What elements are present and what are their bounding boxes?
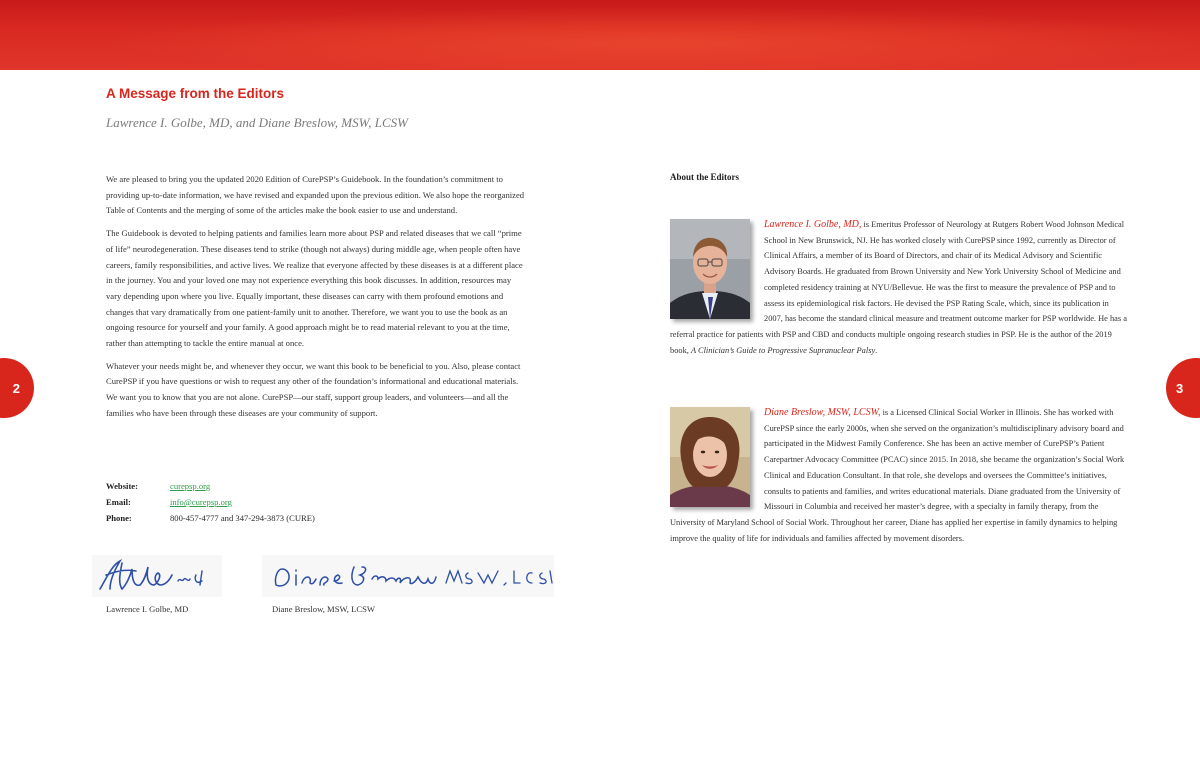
breslow-signature-name: Diane Breslow, MSW, LCSW [272, 604, 375, 614]
breslow-bio-text: is a Licensed Clinical Social Worker in Illinois. She has worked with CurePSP since the early 2000s, when she served on the organization’s multidisciplinary advisory board and participated in the Midwest Family Conference. She has been an active member of CurePSP’s Patient Carepartner Advocacy Committee (PCAC) since 2015. In 2018, she became the organization’s Social Work Clinical and Education Consultant. In that role, she develops and oversees the Committee’s initiatives, consults to patients and families, and writes educational materials. Diane graduated from the University of Missouri in Columbia and received her master’s degree, with a specialty in family therapy, from the University of Maryland School of Social Work. Throughout her career, Diane has applied her expertise in family dynamics to helping improve the quality of life for individuals and families affected by movement disorders. [670, 408, 1125, 543]
paragraph: The Guidebook is devoted to helping patients and families learn more about PSP and related diseases that we call “prime of life” neurodegeneration. These diseases tend to strike (though not always) during middle age, when people often have careers, family responsibilities, and active lives. We realize that everyone affected by these diseases is at a different place in the journey. You and your loved one may not experience everything this book discusses. In addition, resources may vary depending upon where you live. Equally important, these diseases can carry with them profound emotions and changes that vary dramatically from one patient-family unit to another. Therefore, we want you to use the book as an ongoing resource for yourself and your family. A good approach might be to read material relevant to you at the time, rather than attempting to tackle the entire manual at once. [106, 228, 523, 349]
golbe-name: Lawrence I. Golbe, MD, [764, 219, 862, 230]
phone-label: Phone: [106, 513, 132, 523]
breslow-signature [262, 555, 554, 597]
breslow-signature-drawing [262, 555, 554, 597]
golbe-signature-drawing [92, 555, 222, 597]
golbe-book-title: A Clinician’s Guide to Progressive Supranuclear Palsy [690, 345, 876, 355]
golbe-bio-end: . [875, 345, 878, 355]
page-subtitle: Lawrence I. Golbe, MD, and Diane Breslow, MSW, LCSW [106, 115, 408, 130]
message-body [106, 172, 526, 429]
breslow-portrait [670, 407, 750, 507]
breslow-bio [670, 405, 1128, 546]
email-row [106, 494, 315, 510]
paragraph: Whatever your needs might be, and whenever they occur, we want this book to be beneficial to you. Also, please contact CurePSP if you have questions or wish to request any other of the foundation’s informational and educational materials. We want you to know that you are not alone. CurePSP—our staff, support group leaders, and volunteers—and all the families who have been through these diseases are your community of support. [106, 360, 521, 418]
page-number-right [1166, 358, 1200, 418]
page-number-right-text: 3 [1176, 380, 1184, 396]
page-title: A Message from the Editors [106, 86, 285, 101]
website-link[interactable]: curepsp.org [170, 481, 211, 491]
golbe-photo [670, 219, 750, 319]
website-label: Website: [106, 481, 138, 491]
header-banner [0, 0, 1200, 70]
about-heading: About the Editors [670, 172, 740, 182]
page-number-left [0, 358, 34, 418]
golbe-signature [92, 555, 222, 597]
golbe-portrait [670, 219, 750, 319]
golbe-signature-name: Lawrence I. Golbe, MD [106, 604, 189, 614]
contact-info [106, 478, 315, 526]
phone-value: 800-457-4777 and 347-294-3873 (CURE) [170, 513, 315, 523]
breslow-photo [670, 407, 750, 507]
website-row [106, 478, 315, 494]
email-link[interactable]: info@curepsp.org [170, 497, 232, 507]
email-label: Email: [106, 497, 131, 507]
phone-row [106, 510, 315, 526]
page-number-left-text: 2 [12, 380, 20, 396]
golbe-bio [670, 217, 1128, 358]
paragraph: We are pleased to bring you the updated 2020 Edition of CurePSP’s Guidebook. In the foundation’s commitment to providing up-to-date information, we have revised and expanded upon the previous edition. We also hope the reorganized Table of Contents and the merging of some of the articles make the book easier to use and understand. [106, 174, 525, 216]
breslow-name: Diane Breslow, MSW, LCSW, [764, 407, 881, 418]
golbe-bio-text: is Emeritus Professor of Neurology at Rutgers Robert Wood Johnson Medical School in New Brunswick, NJ. He has worked closely with CurePSP since 1992, currently as Director of Clinical Affairs, a member of its Board of Directors, and chair of its Medical Advisory and Scientific Advisory Boards. He graduated from Brown University and New York University School of Medicine and completed residency training at NYU/Bellevue. He was the first to measure the prevalence of PSP and to assess its epidemiological risk factors. He devised the PSP Rating Scale, which, since its publication in 2007, has become the standard clinical measure and treatment outcome marker for PSP worldwide. He has a referral practice for patients with PSP and CBD and conducts multiple ongoing research studies in PSP. He is the author of the 2019 book, [670, 220, 1127, 355]
